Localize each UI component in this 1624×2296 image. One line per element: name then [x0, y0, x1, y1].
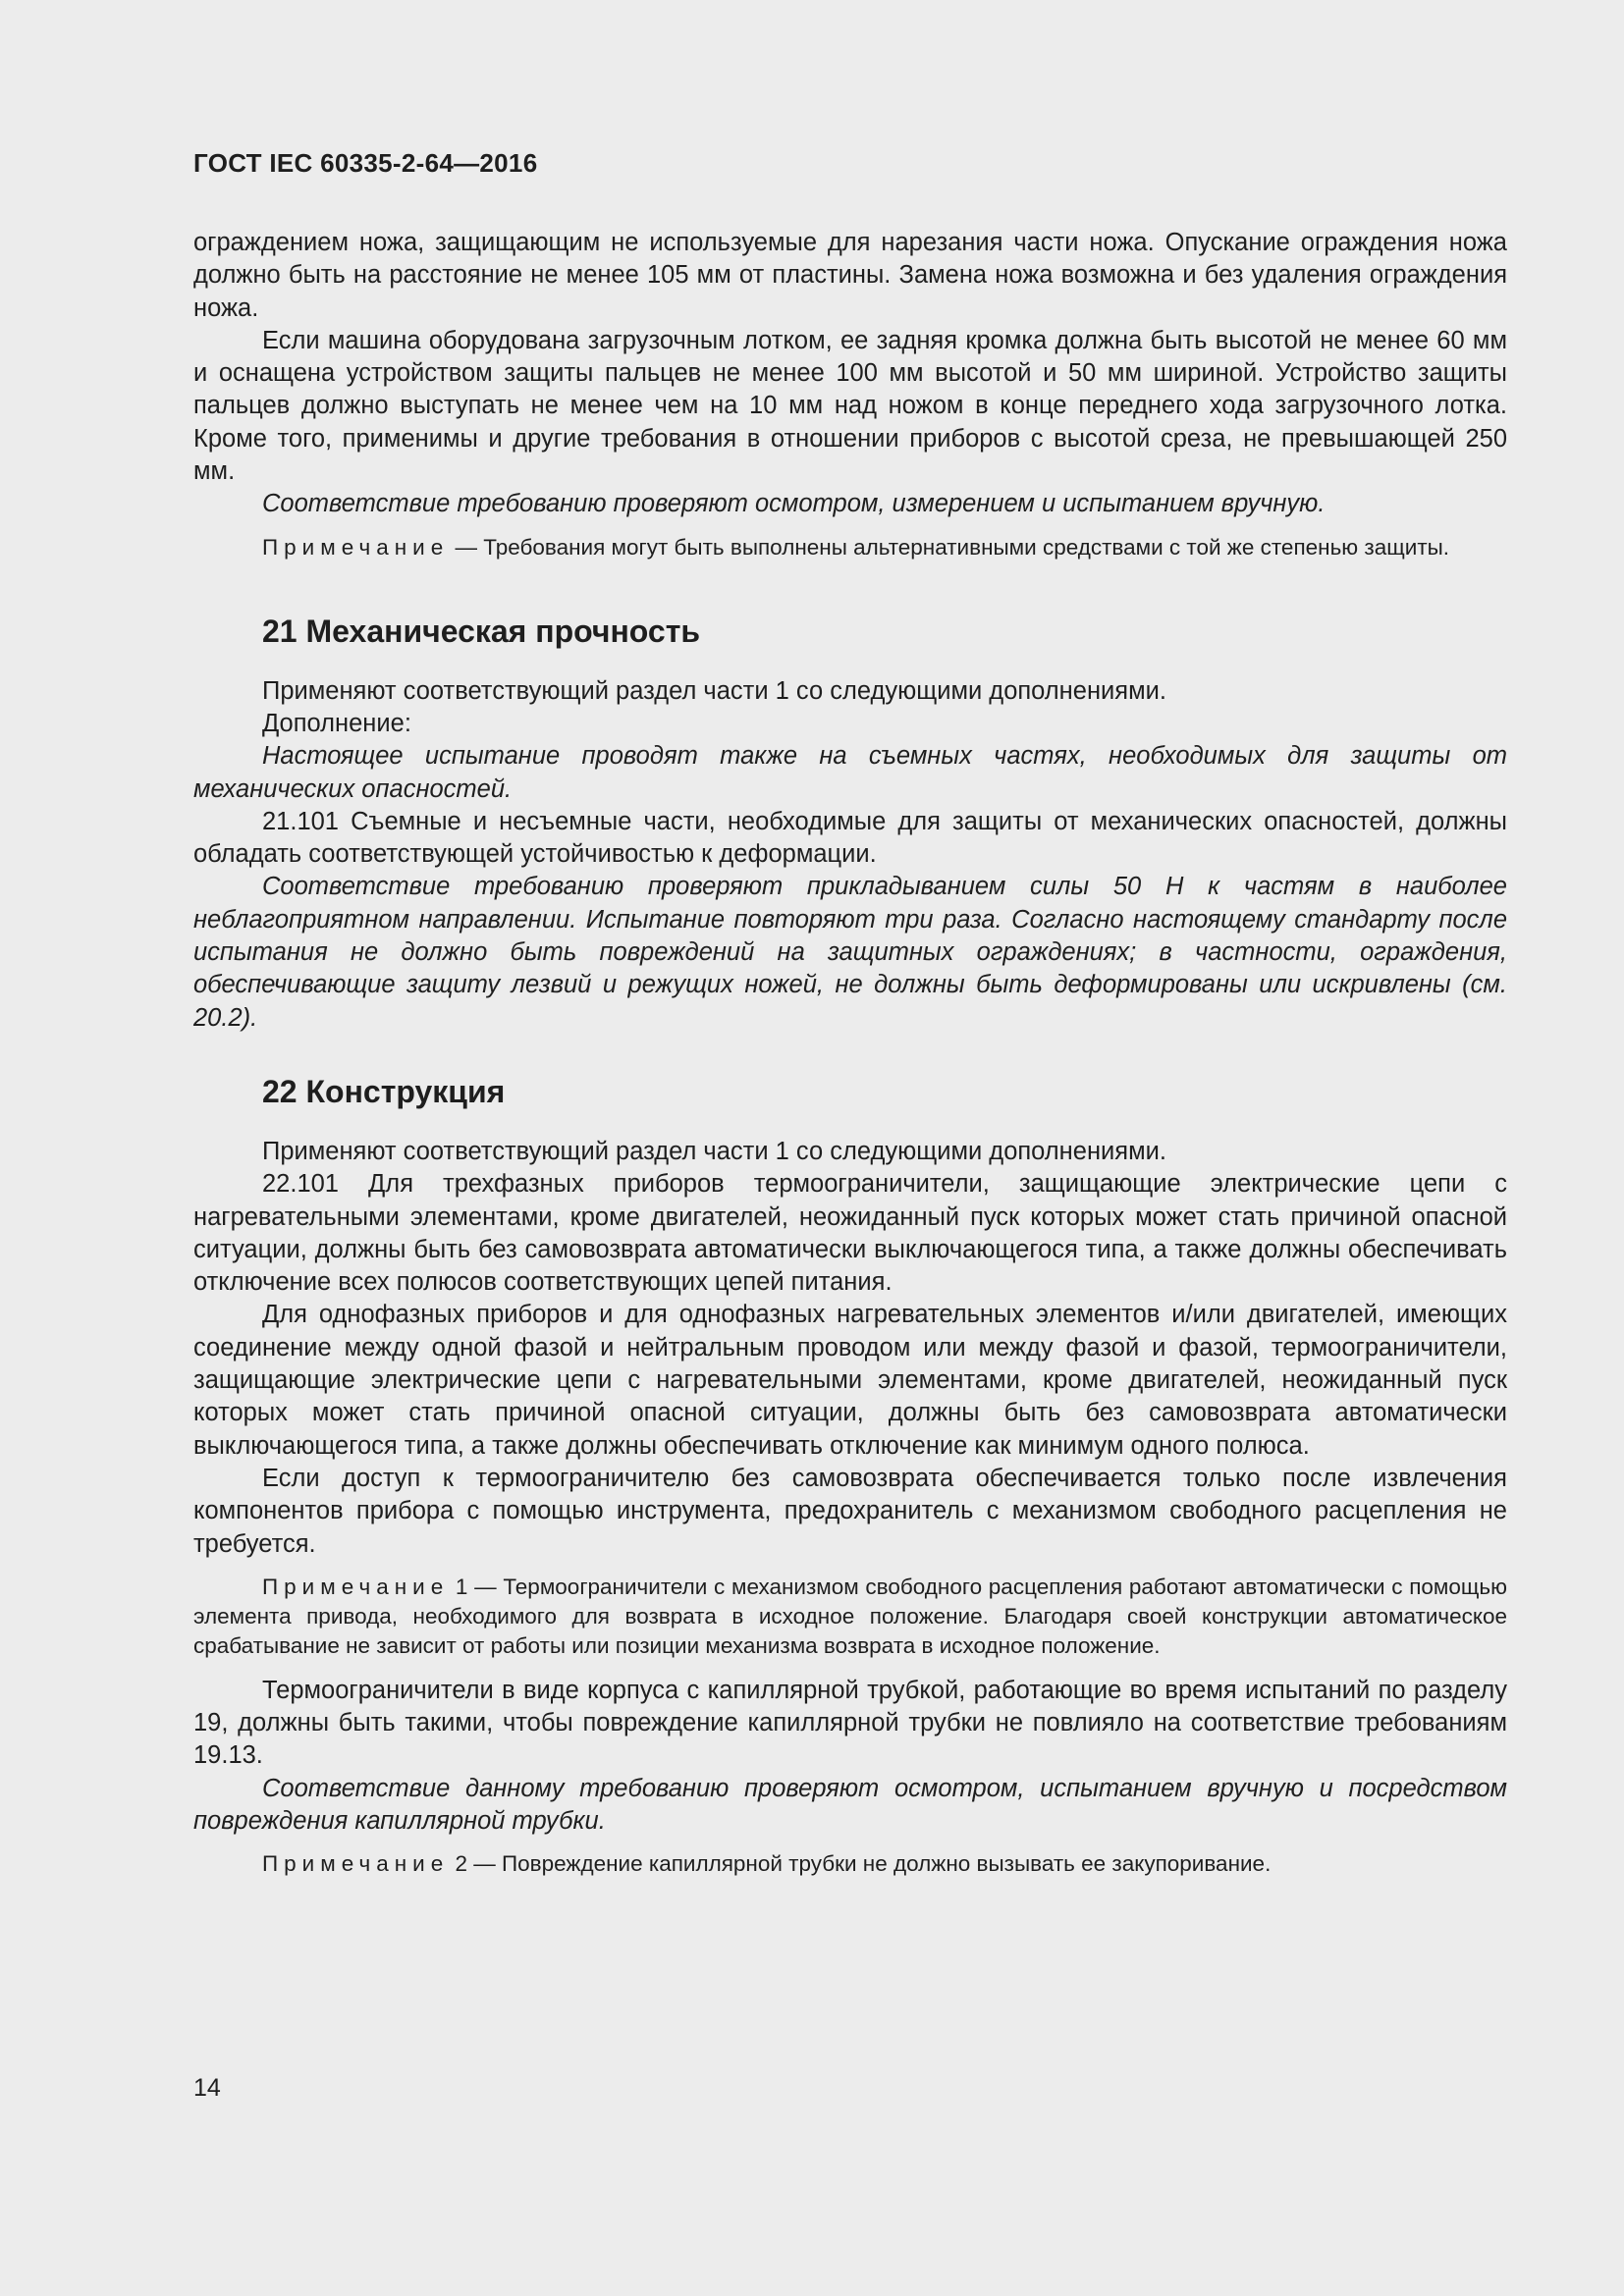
paragraph: Термоограничители в виде корпуса с капиллярной трубкой, работающие во время испытаний по разделу 19, должны быть такими, чтобы повреждение капиллярной трубки не повлияло на соответствие требованиям 19.13. — [193, 1676, 1507, 1770]
clause-22-101: 22.101 Для трехфазных приборов термоограничители, защищающие электрические цепи с нагревательными элементами, кроме двигателей, неожиданный пуск которых может стать причиной опасной ситуации, должны быть без самовозврата автоматически выключающегося типа, а также должны обеспечивать отключение всех полюсов соответствующих цепей питания. — [193, 1170, 1507, 1297]
paragraph: Применяют соответствующий раздел части 1 со следующими дополнениями. — [262, 676, 1166, 705]
note-text: 2 — Повреждение капиллярной трубки не должно вызывать ее закупоривание. — [449, 1851, 1272, 1877]
note-label: Примечание — [262, 1574, 450, 1599]
paragraph: Настоящее испытание проводят также на съемных частях, необходимых для защиты от механических опасностей. — [193, 742, 1507, 803]
note — [193, 533, 1507, 562]
note-2 — [193, 1849, 1507, 1879]
page-header-doc-id: ГОСТ IEC 60335-2-64—2016 — [193, 148, 538, 178]
note-label: Примечание — [262, 1851, 450, 1877]
note-text: 1 — Термоограничители с механизмом свободного расцепления работают автоматически с помощью элемента привода, необходимого для возврата в исходное положение. Благодаря своей конструкции автоматическое срабатывание не зависит от работы или позиции механизма возврата в исходное положение. — [193, 1574, 1507, 1658]
compliance-check-paragraph: Соответствие требованию проверяют прикладыванием силы 50 Н к частям в наиболее неблагоприятном направлении. Испытание повторяют три раза. Согласно настоящему стандарту после испытания не должно быть повреждений на защитных ограждениях; в частности, ограждения, обеспечивающие защиту лезвий и режущих ножей, не должны быть деформированы или искривлены (см. 20.2). — [193, 873, 1507, 1032]
compliance-check-paragraph: Соответствие требованию проверяют осмотром, измерением и испытанием вручную. — [262, 490, 1326, 518]
section-heading-22: 22 Конструкция — [262, 1073, 506, 1109]
paragraph: Применяют соответствующий раздел части 1 со следующими дополнениями. — [262, 1137, 1166, 1165]
note-1 — [193, 1573, 1507, 1661]
paragraph: Для однофазных приборов и для однофазных нагревательных элементов и/или двигателей, имеющих соединение между одной фазой и нейтральным проводом или между фазой и фазой, термоограничители, защищающие электрические цепи с нагревательными элементами, кроме двигателей, неожиданный пуск которых может стать причиной опасной ситуации, должны быть без самовозврата автоматически выключающегося типа, а также должны обеспечивать отключение как минимум одного полюса. — [193, 1301, 1507, 1460]
paragraph: ограждением ножа, защищающим не используемые для нарезания части ножа. Опускание ограждения ножа должно быть на расстояние не менее 105 мм от пластины. Замена ножа возможна и без удаления ограждения ножа. — [193, 229, 1507, 322]
note-text: — Требования могут быть выполнены альтернативными средствами с той же степенью защиты. — [449, 534, 1450, 560]
document-body — [193, 227, 1507, 1879]
section-heading-21: 21 Механическая прочность — [262, 613, 701, 649]
note-label: Примечание — [262, 534, 450, 560]
paragraph: Если машина оборудована загрузочным лотком, ее задняя кромка должна быть высотой не менее 60 мм и оснащена устройством защиты пальцев не менее 100 мм высотой и 50 мм шириной. Устройство защиты пальцев должно выступать не менее чем на 10 мм над ножом в конце переднего хода загрузочного лотка. Кроме того, применимы и другие требования в отношении приборов с высотой среза, не превышающей 250 мм. — [193, 326, 1507, 486]
compliance-check-paragraph: Соответствие данному требованию проверяют осмотром, испытанием вручную и посредством повреждения капиллярной трубки. — [193, 1774, 1507, 1835]
clause-21-101: 21.101 Съемные и несъемные части, необходимые для защиты от механических опасностей, должны обладать соответствующей устойчивостью к деформации. — [193, 807, 1507, 869]
page-number: 14 — [193, 2074, 221, 2102]
paragraph: Если доступ к термоограничителю без самовозврата обеспечивается только после извлечения компонентов прибора с помощью инструмента, предохранитель с механизмом свободного расцепления не требуется. — [193, 1464, 1507, 1558]
paragraph: Дополнение: — [262, 709, 411, 737]
